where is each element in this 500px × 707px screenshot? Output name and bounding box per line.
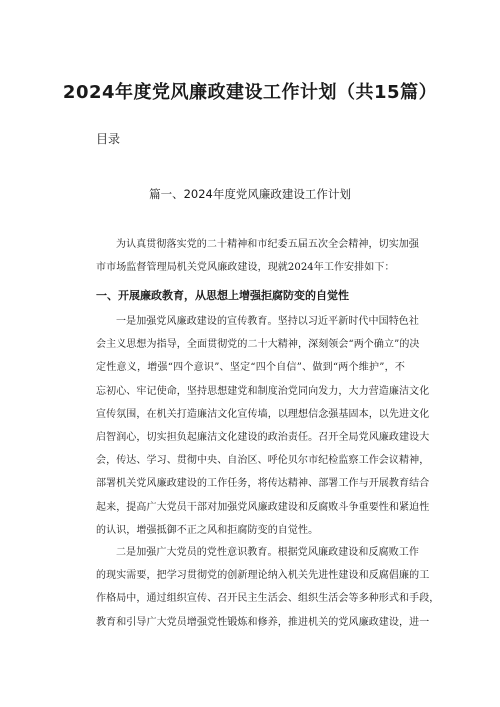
text-line: 的现实需要，把学习贯彻党的创新理论纳入机关先进性建设和反腐倡廉的工 bbox=[96, 570, 430, 582]
text-line: 宣传氛围，在机关打造廉洁文化宣传墙，以理想信念强基固本，以先进文化 bbox=[96, 408, 430, 420]
text-line: 的认识，增强抵御不正之风和拒腐防变的自觉性。 bbox=[96, 524, 319, 536]
paragraph-propaganda-education bbox=[96, 310, 430, 542]
text-line: 忘初心、牢记使命，坚持思想建党和制度治党同向发力，大力营造廉洁文化 bbox=[96, 385, 430, 397]
text-line: 一是加强党风廉政建设的宣传教育。坚持以习近平新时代中国特色社 bbox=[116, 316, 419, 327]
chapter-title: 篇一、2024年度党风廉政建设工作计划 bbox=[149, 187, 351, 201]
text-line: 会，传达、学习、贯彻中央、自治区、呼伦贝尔市纪检监察工作会议精神， bbox=[96, 455, 430, 467]
document-title: 2024年度党风廉政建设工作计划（共15篇） bbox=[62, 82, 438, 103]
toc-label: 目录 bbox=[96, 132, 121, 146]
text-line: 作格局中，通过组织宣传、召开民主生活会、组织生活会等多种形式和手段， bbox=[96, 593, 440, 605]
text-line: 为认真贯彻落实党的二十精神和市纪委五届五次全会精神，切实加强 bbox=[116, 239, 419, 250]
text-line: 起来，提高广大党员干部对加强党风廉政建设和反腐败斗争重要性和紧迫性 bbox=[96, 501, 430, 513]
text-line: 教育和引导广大党员增强党性锻炼和修养，推进机关的党风廉政建设，进一 bbox=[96, 616, 430, 628]
intro-paragraph bbox=[96, 233, 419, 279]
text-line: 部署机关党风廉政建设的工作任务，将传达精神、部署工作与开展教育结合 bbox=[96, 478, 430, 490]
text-line: 二是加强广大党员的党性意识教育。根据党风廉政建设和反腐败工作 bbox=[116, 547, 419, 558]
paragraph-party-spirit-education bbox=[96, 541, 440, 634]
text-line: 会主义思想为指导，全面贯彻党的二十大精神，深刻领会“两个确立”的决 bbox=[96, 339, 420, 351]
text-line: 启智润心，切实担负起廉洁文化建设的政治责任。召开全局党风廉政建设大 bbox=[96, 432, 430, 444]
text-line: 市市场监督管理局机关党风廉政建设，现就2024年工作安排如下： bbox=[96, 262, 395, 274]
section-heading: 一、开展廉政教育，从思想上增强拒腐防变的自觉性 bbox=[96, 289, 349, 302]
text-line: 定性意义，增强“四个意识”、坚定“四个自信”、做到“两个维护”，不 bbox=[96, 362, 405, 374]
